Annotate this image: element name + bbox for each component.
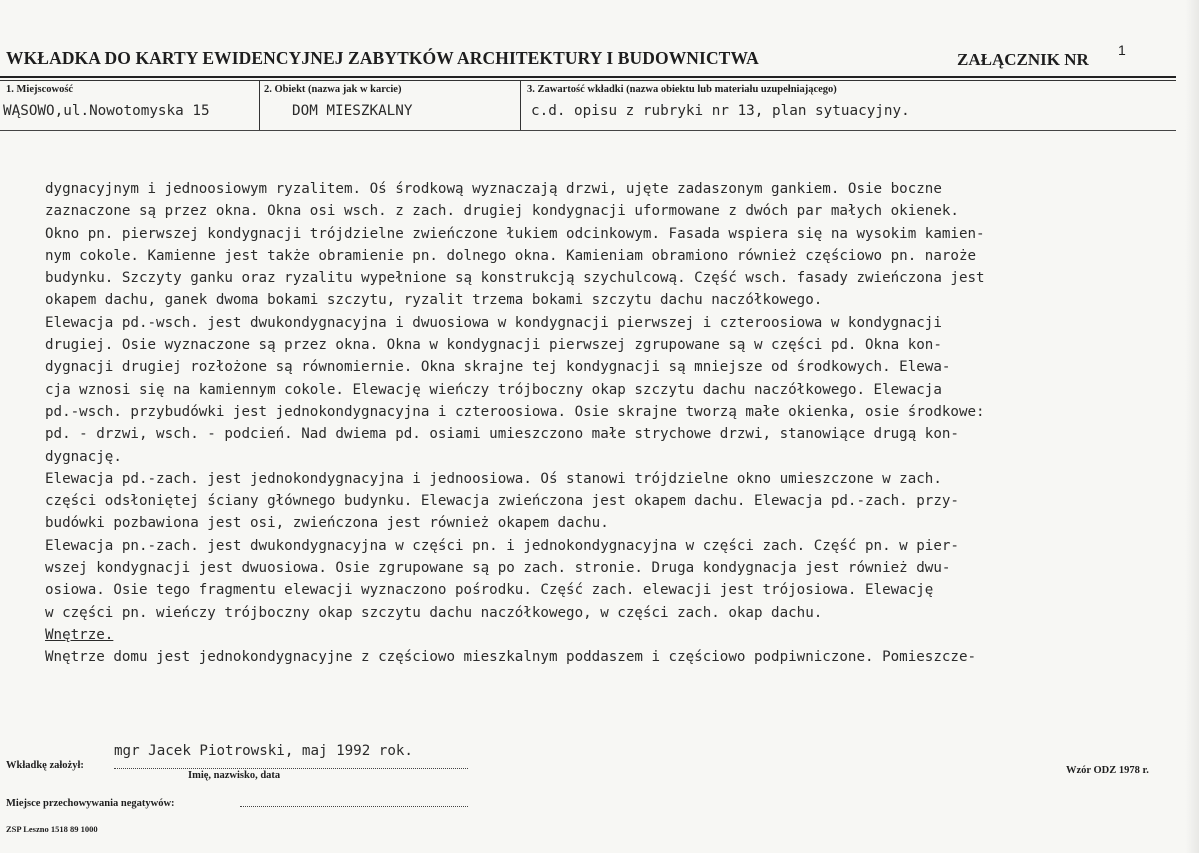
text-line: nym cokole. Kamienne jest także obramienie pn. dolnego okna. Kamieniam obramiono również częściowo pn. naroże	[45, 247, 977, 264]
text-line: części odsłoniętej ściany głównego budynku. Elewacja zwieńczona jest okapem dachu. Elewacja pd.-zach. przy-	[45, 493, 959, 510]
text-line: osiowa. Osie tego fragmentu elewacji wyznaczono pośrodku. Część zach. elewacji jest trójosiowa. Elewację	[45, 582, 934, 599]
negatives-line	[240, 806, 468, 807]
description-text	[45, 178, 1165, 669]
text-line: wszej kondygnacji jest dwuosiowa. Osie zgrupowane są po zach. stronie. Druga kondygnacja jest również dwu-	[45, 560, 951, 577]
field-divider-1	[259, 80, 260, 130]
print-info: ZSP Leszno 1518 89 1000	[6, 824, 98, 834]
text-line: Elewacja pn.-zach. jest dwukondygnacyjna w części pn. i jednokondygnacyjna w części zach. Część pn. w pier-	[45, 537, 959, 554]
text-line: w części pn. wieńczy trójboczny okap szczytu dachu naczółkowego, w części zach. okap dachu.	[45, 604, 823, 621]
section-heading-interior: Wnętrze.	[45, 626, 114, 643]
name-caption: Imię, nazwisko, data	[188, 770, 281, 781]
content-value: c.d. opisu z rubryki nr 13, plan sytuacyjny.	[531, 103, 910, 119]
field-divider-2	[520, 80, 521, 130]
header-rule-thick	[0, 76, 1176, 78]
prepared-by-line	[114, 768, 468, 769]
annex-label: ZAŁĄCZNIK NR	[957, 50, 1089, 69]
text-line: pd.-wsch. przybudówki jest jednokondygnacyjna i czteroosiowa. Osie skrajne tworzą małe okienka, osie środkowe:	[45, 403, 985, 420]
text-line: drugiej. Osie wyznaczone są przez okna. Okna w kondygnacji pierwszej zgrupowane są w części pd. Okna kon-	[45, 337, 942, 354]
header-rule-thin	[0, 80, 1176, 81]
text-line: budówki pozbawiona jest osi, zwieńczona jest również okapem dachu.	[45, 515, 609, 532]
signature-text: mgr Jacek Piotrowski, maj 1992 rok.	[114, 743, 413, 759]
content-label: 3. Zawartość wkładki (nazwa obiektu lub materiału uzupełniającego)	[527, 84, 837, 95]
text-line: dygnacyjnym i jednoosiowym ryzalitem. Oś środkową wyznaczają drzwi, ujęte zadaszonym gankiem. Osie boczne	[45, 181, 942, 197]
text-line: zaznaczone są przez okna. Okna osi wsch. z zach. drugiej kondygnacji uformowane z dwóch par małych okienek.	[45, 203, 959, 220]
prepared-by-label: Wkładkę założył:	[6, 760, 84, 771]
fields-bottom-rule	[0, 130, 1176, 131]
negatives-label: Miejsce przechowywania negatywów:	[6, 798, 175, 809]
text-line: dygnacji drugiej rozłożone są równomiernie. Okna skrajne tej kondygnacji są mniejsze od środkowych. Elewa-	[45, 359, 951, 376]
text-line: Wnętrze domu jest jednokondygnacyjne z częściowo mieszkalnym poddaszem i częściowo podpiwniczone. Pomieszcze-	[45, 649, 977, 666]
scan-edge-shadow	[1185, 0, 1199, 853]
form-model: Wzór ODZ 1978 r.	[1066, 765, 1149, 776]
annex-number: 1	[1118, 42, 1126, 58]
object-value: DOM MIESZKALNY	[292, 103, 413, 119]
locality-label: 1. Miejscowość	[6, 84, 74, 95]
text-line: okapem dachu, ganek dwoma bokami szczytu, ryzalit trzema bokami szczytu dachu naczółkowego.	[45, 292, 823, 309]
locality-value: WĄSOWO,ul.Nowotomyska 15	[3, 103, 210, 119]
text-line: cja wznosi się na kamiennym cokole. Elewację wieńczy trójboczny okap szczytu dachu naczółkowego. Elewacja	[45, 381, 942, 398]
text-line: Okno pn. pierwszej kondygnacji trójdzielne zwieńczone łukiem odcinkowym. Fasada wspiera się na wysokim kamien-	[45, 225, 985, 242]
text-line: dygnację.	[45, 448, 122, 465]
text-line: pd. - drzwi, wsch. - podcień. Nad dwiema pd. osiami umieszczono małe strychowe drzwi, stanowiące drugą kon-	[45, 426, 959, 443]
form-title: WKŁADKA DO KARTY EWIDENCYJNEJ ZABYTKÓW ARCHITEKTURY I BUDOWNICTWA	[6, 48, 759, 68]
object-label: 2. Obiekt (nazwa jak w karcie)	[264, 84, 402, 95]
text-line: Elewacja pd.-zach. jest jednokondygnacyjna i jednoosiowa. Oś stanowi trójdzielne okno umieszczone w zach.	[45, 470, 942, 487]
text-line: Elewacja pd.-wsch. jest dwukondygnacyjna i dwuosiowa w kondygnacji pierwszej i czteroosiowa w kondygnacji	[45, 314, 942, 331]
text-line: budynku. Szczyty ganku oraz ryzalitu wypełnione są konstrukcją szychulcową. Część wsch. fasady zwieńczona jest	[45, 270, 985, 287]
